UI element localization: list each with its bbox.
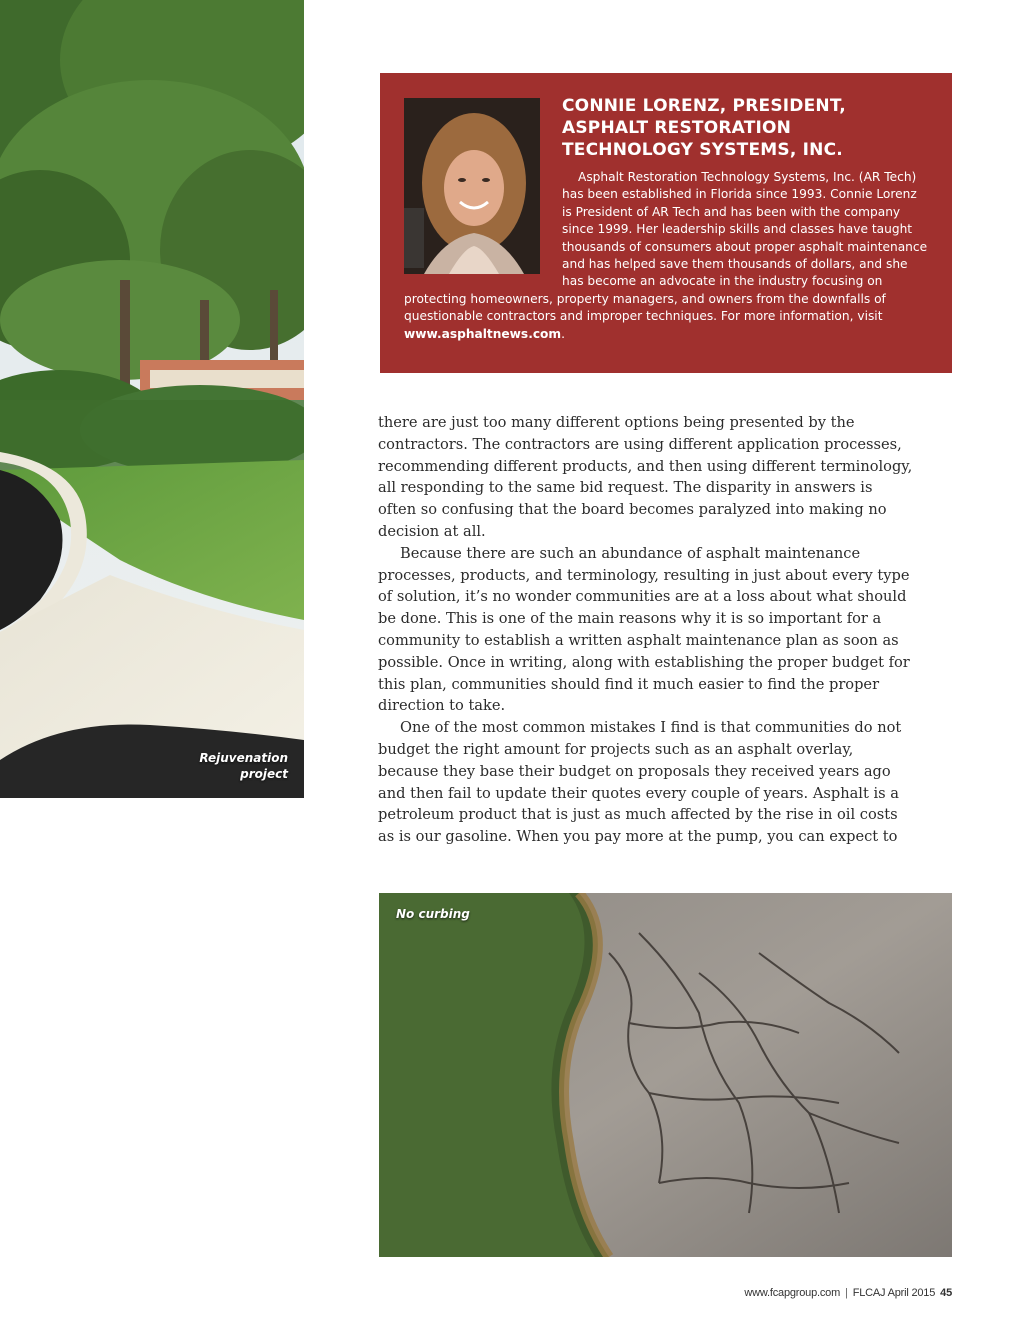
- author-portrait-image: [404, 98, 540, 274]
- article-body: [378, 412, 914, 848]
- author-portrait: [404, 98, 540, 274]
- bio-text-end: .: [561, 326, 565, 341]
- rejuvenation-caption: [199, 750, 288, 782]
- footer-page-number: 45: [940, 1287, 952, 1299]
- no-curbing-photo-image: [379, 893, 952, 1257]
- footer-separator-1: |: [845, 1287, 848, 1299]
- rejuvenation-caption-line2: project: [240, 767, 288, 781]
- bio-body: Asphalt Restoration Technology Systems, Inc. (AR Tech) has been established in Florida since 1993. Connie Lorenz is President of AR Tech and has been with the company since 1999. Her leadership skills and classes have taught thousands of consumers about proper asphalt maintenance and has helped save them thousands of dollars, and she has become an advocate in the industry focusing on protecting homeowners, property managers, and owners from the downfalls of questionable contractors and improper techniques. For more information, visit: [404, 170, 928, 324]
- body-paragraph-1: there are just too many different options being presented by the contractors. The contractors are using different application processes, recommending different products, and then using different terminology, all responding to the same bid request. The disparity in answers is often so confusing that the board becomes paralyzed into making no decision at all.: [378, 414, 913, 540]
- no-curbing-photo: [379, 893, 952, 1257]
- footer-website: www.fcapgroup.com: [744, 1287, 841, 1299]
- body-paragraph-2: Because there are such an abundance of asphalt maintenance processes, products, and terminology, resulting in just about every type of solution, it’s no wonder communities are at a loss about what should be done. This is one of the main reasons why it is so important for a community to establish a written asphalt maintenance plan as soon as possible. Once in writing, along with establishing the proper budget for this plan, communities should find it much easier to find the proper direction to take.: [378, 544, 910, 715]
- footer-date: April 2015: [887, 1287, 936, 1299]
- bio-title-line2: ASPHALT RESTORATION: [562, 118, 792, 138]
- bio-title-line1: CONNIE LORENZ, PRESIDENT,: [562, 96, 846, 116]
- rejuvenation-caption-line1: Rejuvenation: [199, 751, 288, 765]
- bio-website-link[interactable]: www.asphaltnews.com: [404, 326, 562, 341]
- rejuvenation-photo-image: [0, 0, 304, 798]
- bio-title-line3: TECHNOLOGY SYSTEMS, INC.: [562, 140, 843, 160]
- author-bio-box: [380, 73, 952, 373]
- footer-publication: FLCAJ: [852, 1287, 886, 1299]
- page-footer: [744, 1287, 952, 1299]
- body-paragraph-3: One of the most common mistakes I find is that communities do not budget the right amount for projects such as an asphalt overlay, because they base their budget on proposals they received years ago and then fail to update their quotes every couple of years. Asphalt is a petroleum product that is just as much affected by the rise in oil costs as is our gasoline. When you pay more at the pump, you can expect to: [378, 719, 902, 846]
- no-curbing-caption: No curbing: [396, 907, 470, 921]
- rejuvenation-photo: [0, 0, 304, 798]
